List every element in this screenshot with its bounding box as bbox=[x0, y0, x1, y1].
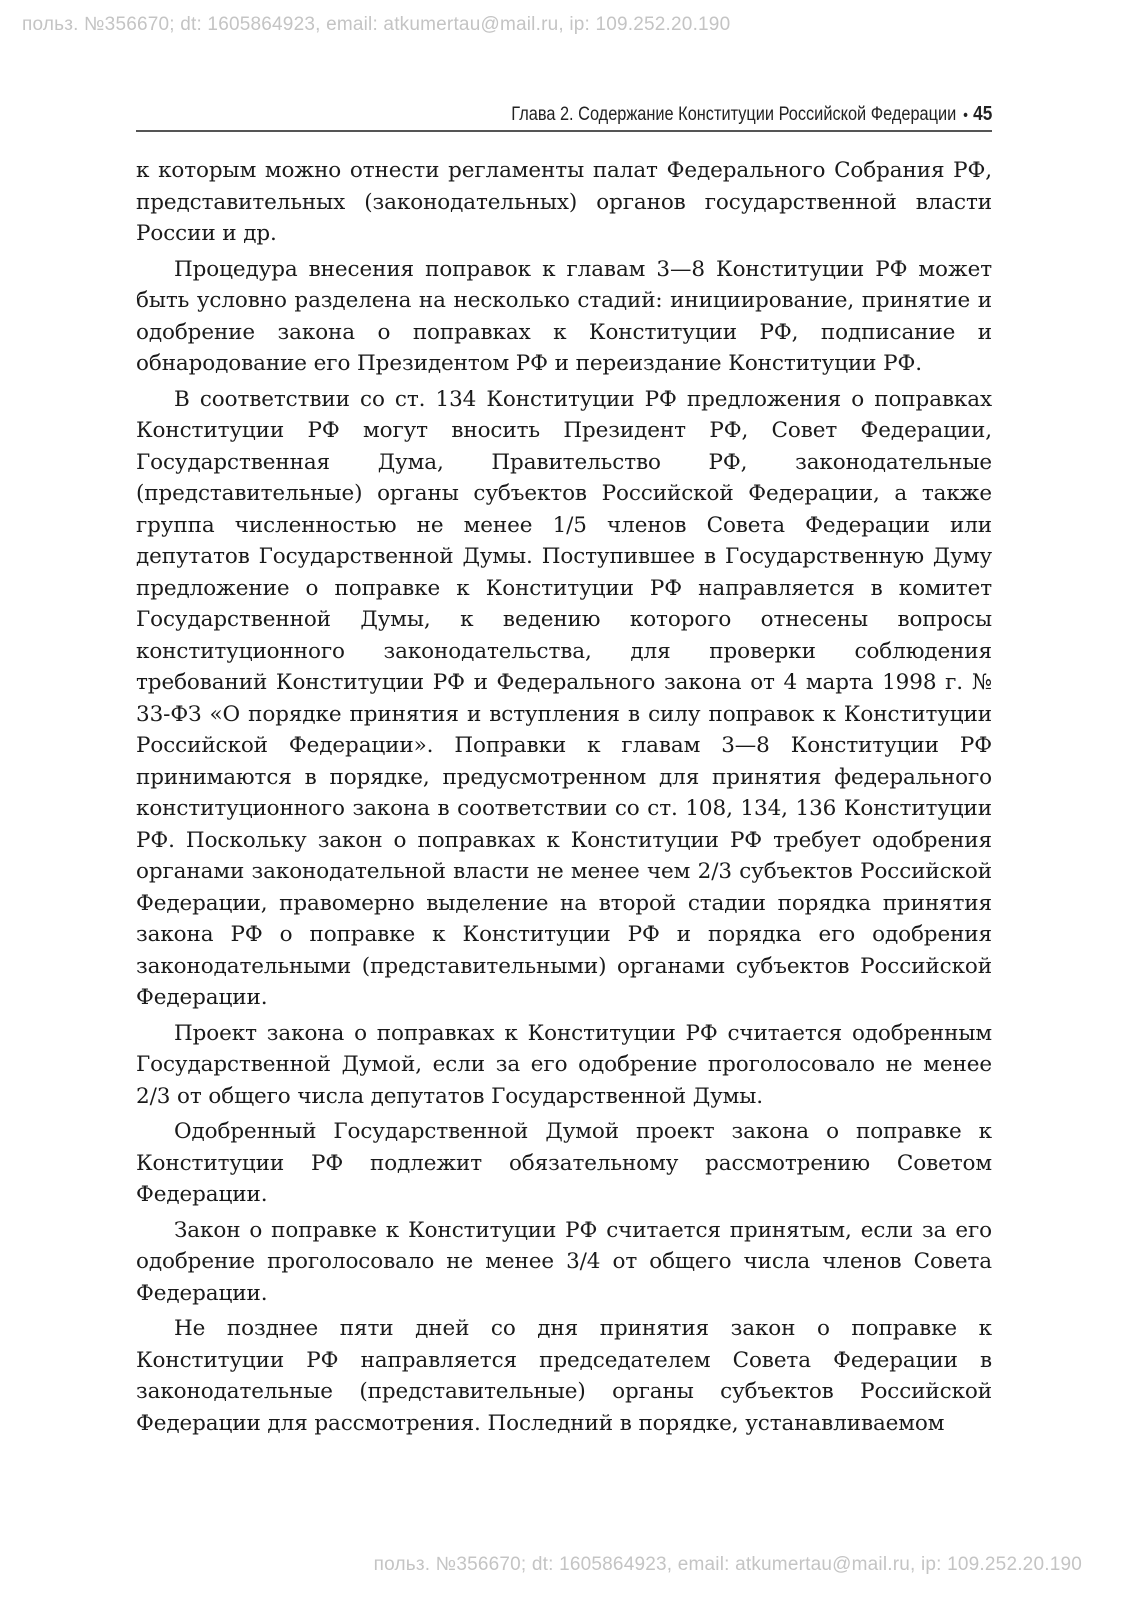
paragraph: Закон о поправке к Конституции РФ считается принятым, если за его одобрение проголосовало не менее 3/4 от общего числа членов Совета Федерации. bbox=[136, 1217, 992, 1306]
page-number: 45 bbox=[972, 103, 992, 125]
paragraph: Проект закона о поправках к Конституции РФ считается одобренным Государственной Думой, если за его одобрение проголосовало не менее 2/3 от общего числа депутатов Государственной Думы. bbox=[136, 1020, 992, 1109]
running-header bbox=[136, 104, 992, 132]
bullet-separator: • bbox=[962, 107, 968, 124]
paragraph: Не позднее пяти дней со дня принятия закон о поправке к Конституции РФ направляется председателем Совета Федерации в законодательные (представительные) органы субъектов Российской Федерации для рассмотрения. Последний в порядке, устанавливаемом bbox=[136, 1316, 992, 1436]
paragraph: Одобренный Государственной Думой проект закона о поправке к Конституции РФ подлежит обязательному рассмотрению Советом Федерации. bbox=[136, 1119, 992, 1207]
paragraph: В соответствии со ст. 134 Конституции РФ предложения о поправках Конституции РФ могут вносить Президент РФ, Совет Федерации, Государственная Дума, Правительство РФ, законодательные (представительные) органы субъектов Российской Федерации, а также группа численностью не менее 1/5 членов Совета Федерации или депутатов Государственной Думы. Поступившее в Государственную Думу предложение о поправке к Конституции РФ направляется в комитет Государственной Думы, к ведению которого отнесены вопросы конституционного законодательства, для проверки соблюдения требований Конституции РФ и Федерального закона от 4 марта 1998 г. № 33-ФЗ «О порядке принятия и вступления в силу поправок к Конституции Российской Федерации». Поправки к главам 3—8 Конституции РФ принимаются в порядке, предусмотренном для принятия федерального конституционного закона в соответствии со ст. 108, 134, 136 Конституции РФ. Поскольку закон о поправках к Конституции РФ требует одобрения органами законодательной власти не менее чем 2/3 субъектов Российской Федерации, правомерно выделение на второй стадии порядка принятия закона РФ о поправке к Конституции РФ и порядка его одобрения законодательными (представительными) органами субъектов Российской Федерации. bbox=[136, 386, 992, 1010]
watermark-bottom: польз. №356670; dt: 1605864923, email: atkumertau@mail.ru, ip: 109.252.20.190 bbox=[373, 1554, 1082, 1575]
chapter-title: Глава 2. Содержание Конституции Российской Федерации bbox=[511, 104, 957, 125]
page-body bbox=[136, 155, 992, 1443]
paragraph-continued: к которым можно отнести регламенты палат Федерального Собрания РФ, представительных (законодательных) органов государственной власти России и др. bbox=[136, 158, 992, 246]
watermark-top: польз. №356670; dt: 1605864923, email: atkumertau@mail.ru, ip: 109.252.20.190 bbox=[22, 14, 731, 35]
paragraph: Процедура внесения поправок к главам 3—8 Конституции РФ может быть условно разделена на несколько стадий: инициирование, принятие и одобрение закона о поправках к Конституции РФ, подписание и обнародование его Президентом РФ и переиздание Конституции РФ. bbox=[136, 256, 992, 376]
running-head-text bbox=[511, 103, 992, 130]
